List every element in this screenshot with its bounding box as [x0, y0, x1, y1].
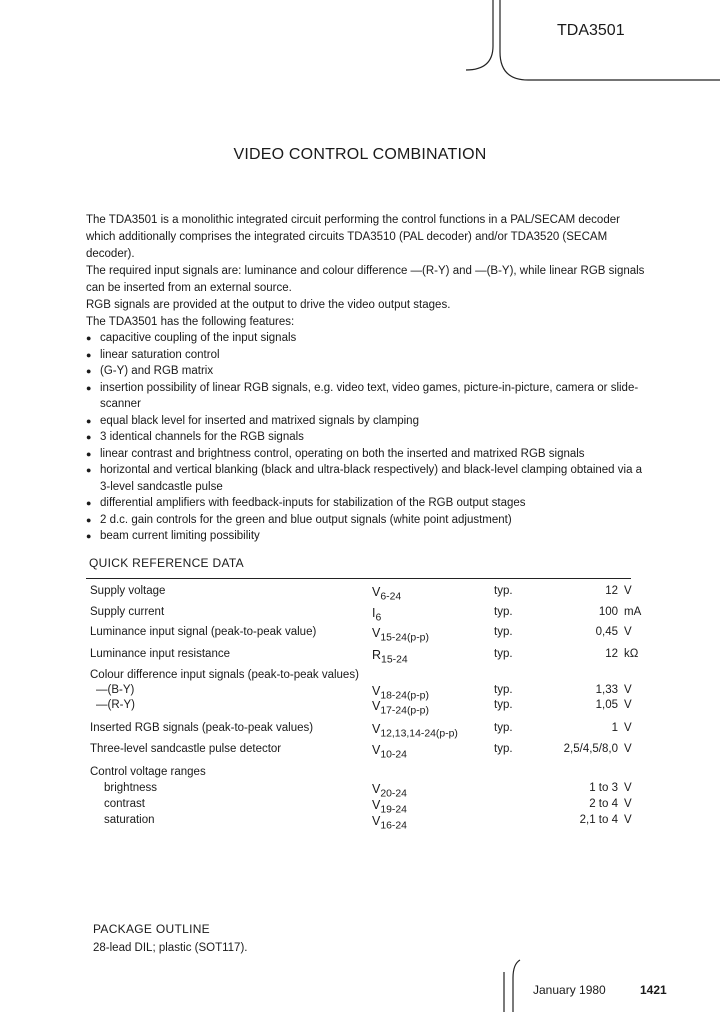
section-divider	[86, 578, 631, 579]
table-row	[90, 743, 630, 759]
symbol-main: V	[372, 743, 381, 757]
value: 100	[598, 606, 618, 618]
symbol-main: V	[372, 782, 381, 796]
symbol-main: V	[372, 585, 381, 599]
table-row	[90, 814, 630, 830]
feature-text: horizontal and vertical blanking (black and ultra-black respectively) and black-level clamping obtained via a 3-level sandcastle pulse	[100, 464, 643, 493]
unit: kΩ	[624, 648, 639, 660]
unit: V	[624, 585, 632, 597]
unit: V	[624, 626, 632, 638]
symbol-subscript: 19-24	[380, 804, 407, 816]
symbol-main: R	[372, 648, 382, 662]
symbol-subscript: 6-24	[380, 591, 402, 603]
table-row	[90, 626, 630, 642]
table-row	[90, 766, 630, 782]
value: 1,33	[595, 684, 618, 696]
param-label: Control voltage ranges	[90, 766, 206, 778]
list-item	[86, 446, 646, 463]
value: 1	[611, 722, 618, 734]
bullet-icon: ●	[86, 366, 92, 376]
param-label: Luminance input resistance	[90, 648, 230, 660]
list-item	[86, 413, 646, 430]
unit: V	[624, 699, 632, 711]
typ-label: typ.	[494, 743, 513, 755]
symbol-subscript: 15-24	[381, 654, 408, 666]
symbol	[372, 798, 407, 816]
quick-reference-heading: QUICK REFERENCE DATA	[89, 556, 244, 570]
symbol	[372, 648, 408, 666]
param-label: contrast	[104, 798, 145, 810]
param-label: —(R-Y)	[96, 699, 135, 711]
value: 1 to 3	[589, 782, 618, 794]
footer-date: January 1980	[533, 983, 606, 997]
bullet-icon: ●	[86, 415, 92, 426]
intro-paragraph: The required input signals are: luminance and colour difference —(R-Y) and —(B-Y), while linear RGB signals can be inserted from an external source.	[86, 265, 645, 294]
table-row	[90, 648, 639, 666]
symbol-subscript: 12,13,14-24(p-p)	[380, 728, 458, 740]
typ-label: typ.	[494, 722, 513, 734]
page-title: VIDEO CONTROL COMBINATION	[233, 146, 487, 163]
header-bracket-line	[466, 0, 493, 70]
feature-text: 3 identical channels for the RGB signals	[100, 431, 304, 443]
param-label: saturation	[104, 814, 155, 826]
bullet-icon: ●	[86, 498, 92, 508]
bullet-icon: ●	[86, 382, 92, 393]
feature-text: differential amplifiers with feedback-inputs for stabilization of the RGB output stages	[100, 497, 526, 509]
typ-label: typ.	[494, 626, 513, 638]
bullet-icon: ●	[86, 448, 92, 459]
intro-paragraph: RGB signals are provided at the output to drive the video output stages.	[86, 299, 451, 311]
list-item	[86, 330, 646, 347]
feature-text: equal black level for inserted and matrixed signals by clamping	[100, 414, 419, 427]
bullet-icon: ●	[86, 514, 92, 525]
unit: V	[624, 743, 632, 755]
list-item	[86, 363, 646, 380]
part-number: TDA3501	[557, 22, 625, 39]
param-label: Colour difference input signals (peak-to-peak values)	[90, 669, 359, 681]
typ-label: typ.	[494, 699, 513, 711]
value: 1,05	[595, 699, 618, 711]
page-number: 1421	[640, 983, 667, 997]
list-item	[86, 380, 646, 413]
symbol-subscript: 10-24	[380, 749, 407, 761]
list-item	[86, 429, 646, 446]
symbol	[372, 585, 401, 603]
feature-text: (G-Y) and RGB matrix	[100, 365, 214, 377]
table-row	[90, 722, 630, 738]
unit: V	[624, 782, 632, 794]
param-label: Three-level sandcastle pulse detector	[90, 743, 282, 755]
param-label: —(B-Y)	[96, 684, 135, 696]
typ-label: typ.	[494, 585, 513, 597]
package-outline-heading: PACKAGE OUTLINE	[93, 922, 210, 936]
symbol-main: I	[372, 606, 376, 620]
bullet-icon: ●	[86, 432, 92, 442]
symbol	[372, 606, 381, 624]
symbol	[372, 743, 407, 761]
unit: mA	[624, 606, 642, 618]
value: 2 to 4	[589, 798, 618, 810]
package-outline-text: 28-lead DIL; plastic (SOT117).	[93, 942, 248, 954]
symbol	[372, 782, 407, 800]
symbol-subscript: 15-24(p-p)	[380, 632, 429, 644]
feature-text: linear contrast and brightness control, operating on both the inserted and matrixed RGB signals	[100, 447, 585, 460]
symbol-main: V	[372, 626, 381, 640]
unit: V	[624, 722, 632, 734]
value: 2,1 to 4	[579, 814, 618, 826]
feature-text: 2 d.c. gain controls for the green and blue output signals (white point adjustment)	[100, 513, 512, 526]
symbol-main: V	[372, 722, 381, 736]
typ-label: typ.	[494, 648, 513, 660]
symbol-main: V	[372, 699, 381, 713]
table-row	[90, 669, 630, 685]
symbol-subscript: 18-24(p-p)	[380, 690, 429, 702]
symbol	[372, 699, 429, 717]
symbol-subscript: 16-24	[380, 820, 407, 832]
symbol-subscript: 6	[375, 612, 382, 624]
bullet-icon: ●	[86, 333, 92, 343]
list-item	[86, 462, 646, 495]
table-row	[90, 798, 630, 814]
symbol	[372, 626, 429, 644]
list-item	[86, 495, 646, 512]
footer-curve	[513, 960, 520, 1012]
list-item	[86, 347, 646, 364]
symbol	[372, 814, 407, 832]
table-row	[90, 782, 630, 798]
bullet-icon: ●	[86, 531, 92, 541]
table-row	[90, 699, 630, 715]
bullet-icon: ●	[86, 349, 92, 360]
param-label: Inserted RGB signals (peak-to-peak values)	[90, 722, 314, 734]
list-item	[86, 528, 646, 545]
value: 12	[605, 648, 618, 660]
feature-text: linear saturation control	[100, 348, 220, 361]
feature-list	[86, 330, 646, 545]
table-row	[90, 585, 630, 601]
param-label: Supply voltage	[90, 585, 166, 597]
unit: V	[624, 814, 632, 826]
header-bracket-right	[500, 0, 720, 80]
symbol-main: V	[372, 814, 381, 828]
unit: V	[624, 684, 632, 696]
typ-label: typ.	[494, 684, 513, 696]
intro-text	[86, 212, 646, 331]
param-label: Supply current	[90, 606, 165, 618]
symbol-subscript: 17-24(p-p)	[380, 705, 429, 717]
intro-paragraph: The TDA3501 has the following features:	[86, 316, 295, 328]
typ-label: typ.	[494, 606, 513, 618]
value: 2,5/4,5/8,0	[563, 743, 618, 755]
param-label: Luminance input signal (peak-to-peak value)	[90, 626, 317, 638]
bullet-icon: ●	[86, 465, 92, 475]
intro-paragraph: The TDA3501 is a monolithic integrated circuit performing the control functions in a PAL/SECAM decoder which additionally comprises the integrated circuits TDA3510 (PAL decoder) and/or TDA3520 (SECAM decoder).	[86, 214, 620, 260]
table-row	[90, 606, 642, 624]
unit: V	[624, 798, 632, 810]
value: 12	[605, 585, 618, 597]
symbol-main: V	[372, 798, 381, 812]
symbol	[372, 722, 458, 740]
table-row	[90, 684, 630, 700]
value: 0,45	[595, 626, 618, 638]
param-label: brightness	[104, 782, 158, 794]
feature-text: insertion possibility of linear RGB signals, e.g. video text, video games, picture-in-picture, camera or slide-scanner	[100, 381, 639, 410]
list-item	[86, 512, 646, 529]
symbol-main: V	[372, 684, 381, 698]
feature-text: beam current limiting possibility	[100, 530, 260, 542]
symbol-subscript: 20-24	[380, 788, 407, 800]
feature-text: capacitive coupling of the input signals	[100, 332, 297, 344]
